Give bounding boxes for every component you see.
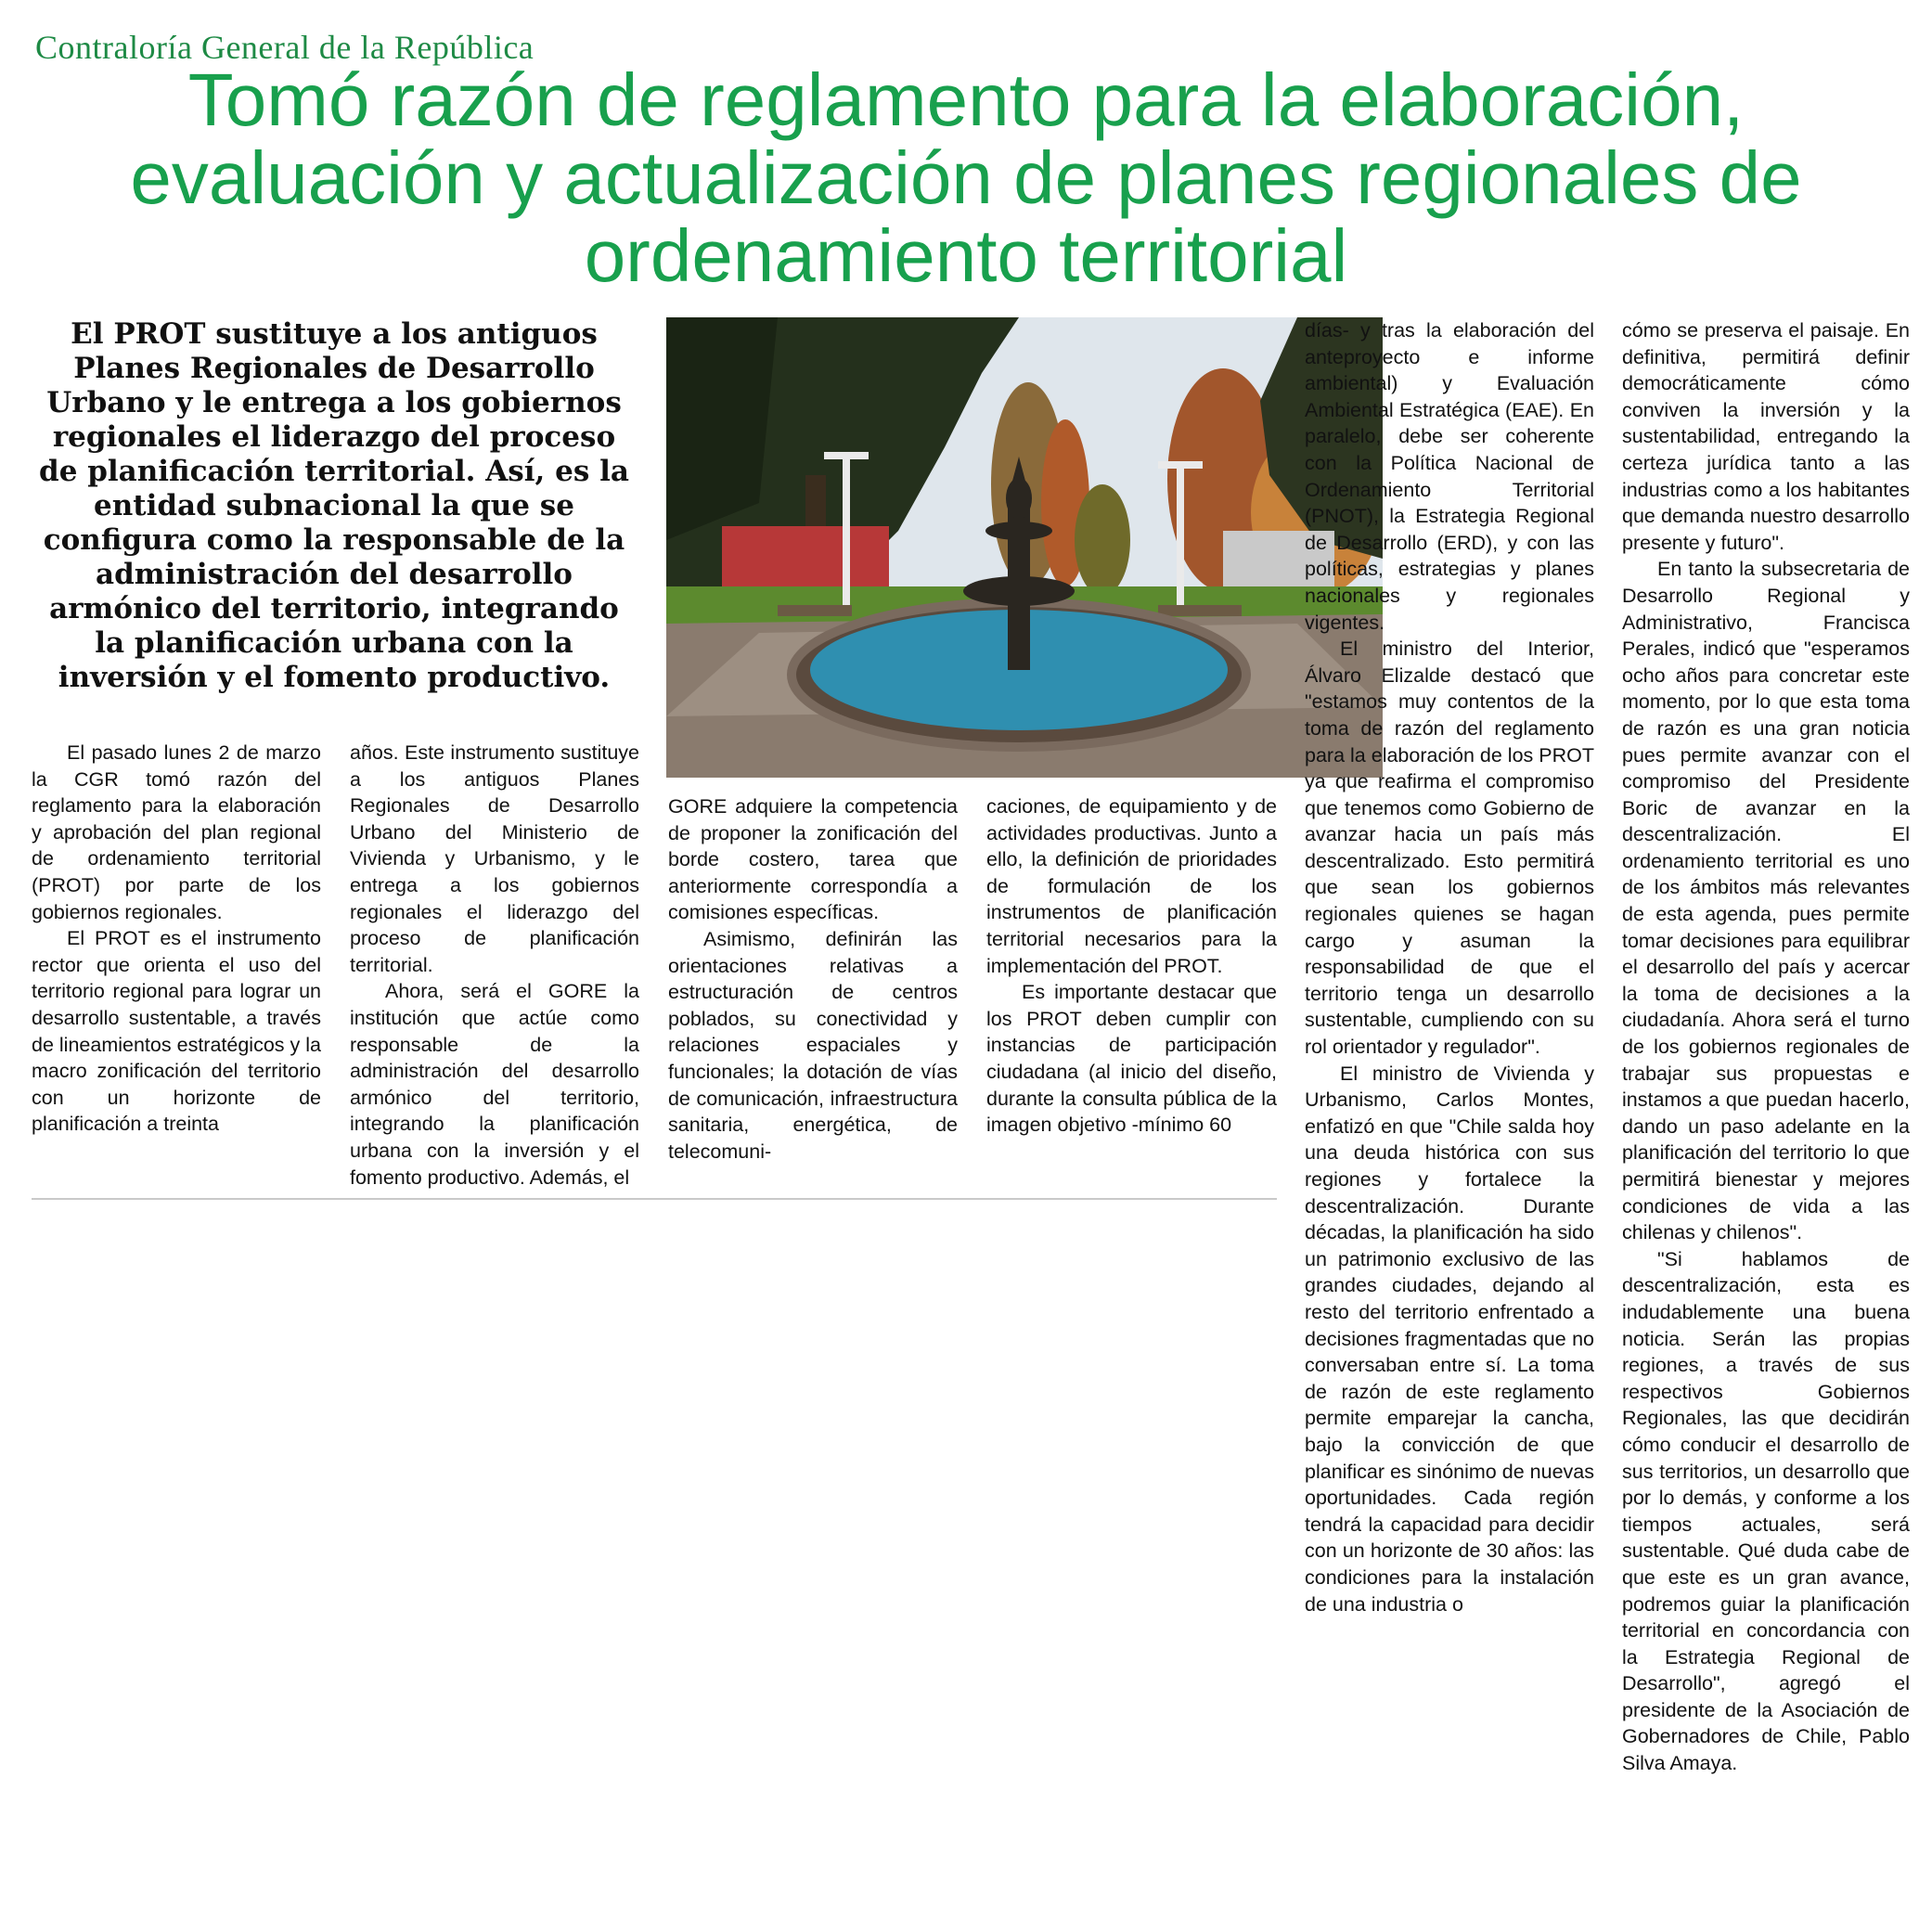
body-paragraph: cómo se preserva el paisaje. En definitiva, permitirá definir democráticamente cómo conviven la inversión y la sustentabilidad, entregando la certeza jurídica tanto a las industrias como a los habitantes que demanda nuestro desarrollo presente y futuro". [1622,319,1910,554]
body-paragraph: En tanto la subsecretaria de Desarrollo Regional y Administrativo, Francisca Perales, indicó que "esperamos ocho años para concretar este momento, por lo que esta toma de razón es una gran noticia pues permite avanzar con el compromiso del Presidente Boric de avanzar en la descentralización. El ordenamiento territorial es uno de los ámbitos más relevantes de esta agenda, pues permite tomar decisiones para equilibrar el desarrollo del país y acercar la toma de decisiones a la ciudadanía. Ahora será el turno de los gobiernos regionales de trabajar sus propuestas e instamos a que puedan hacerlo, dando un paso adelante en la planificación del territorio lo que permitirá bienestar y mejores condiciones de vida a las chilenas y chilenos". [1622,558,1910,1244]
body-paragraph: Asimismo, definirán las orientaciones relativas a estructuración de centros poblados, su conectividad y relaciones espaciales y funcionales; la dotación de vías de comunicación, infraestructura sanitaria, energética, de telecomuni- [668,927,958,1163]
body-paragraph: años. Este instrumento sustituye a los antiguos Planes Regionales de Desarrollo Urbano del Ministerio de Vivienda y Urbanismo, y le entrega a los gobiernos regionales el liderazgo del proceso de planificación territorial. [350,741,639,976]
body-paragraph: El ministro de Vivienda y Urbanismo, Carlos Montes, enfatizó en que "Chile salda hoy una deuda histórica con sus regiones y fortalece la descentralización. Durante décadas, la planificación ha sido un patrimonio exclusivo de las grandes ciudades, dejando al resto del territorio enfrentado a decisiones fragmentadas que no conversaban entre sí. La toma de razón de este reglamento permite emparejar la cancha, bajo la convicción de que planificar es sinónimo de nuevas oportunidades. Cada región tendrá la capacidad para decidir con un horizonte de 30 años: las condiciones para la instalación de una industria o [1305,1062,1594,1616]
column-divider-rule [32,1198,1277,1200]
fountain-plaza-photo [666,317,1383,778]
section-label: Contraloría General de la República [35,29,535,66]
body-column-6 [1622,317,1910,1777]
body-column-2 [350,740,639,1191]
body-paragraph: Ahora, será el GORE la institución que actúe como responsable de la administración del desarrollo armónico del territorio, integrando la planificación urbana con la inversión y el fomento productivo. Además, el [350,980,639,1189]
body-column-1 [32,740,321,1138]
body-column-3 [668,793,958,1165]
body-paragraph: El ministro del Interior, Álvaro Elizalde destacó que "estamos muy contentos de la toma de razón del reglamento para la elaboración de los PROT ya que reafirma el compromiso que tenemos como Gobierno de avanzar hacia un país más descentralizado. Esto permitirá que sean los gobiernos regionales quienes se hagan cargo y asuman la responsabilidad de que el territorio tenga un desarrollo sustentable, cumpliendo con su rol orientador y regulador". [1305,638,1594,1059]
body-paragraph: Es importante destacar que los PROT deben cumplir con instancias de participación ciudadana (al inicio del diseño, durante la consulta pública de la imagen objetivo -mínimo 60 [986,981,1277,1137]
lead-paragraph: El PROT sustituye a los antiguos Planes Regionales de Desarrollo Urbano y le entrega a los gobiernos regionales el liderazgo del proceso de planificación territorial. Así, es la entidad subnacional la que se configura como la responsable de la administración del desarrollo armónico del territorio, integrando la planificación urbana con la inversión y el fomento productivo. [39,317,629,694]
body-paragraph: "Si hablamos de descentralización, esta es indudablemente una buena noticia. Serán las propias regiones, a través de sus respectivos Gobiernos Regionales, las que decidirán cómo conducir el desarrollo de sus territorios, un desarrollo que por lo demás, y conforme a los tiempos actuales, será sustentable. Qué duda cabe de que este es un gran avance, podremos guiar la planificación territorial en concordancia con la Estrategia Regional de Desarrollo", agregó el presidente de la Asociación de Gobernadores de Chile, Pablo Silva Amaya. [1622,1247,1910,1775]
body-paragraph: El pasado lunes 2 de marzo la CGR tomó razón del reglamento para la elaboración y aprobación del plan regional de ordenamiento territorial (PROT) por parte de los gobiernos regionales. [32,741,321,923]
body-paragraph: GORE adquiere la competencia de proponer la zonificación del borde costero, tarea que anteriormente correspondía a comisiones específicas. [668,795,958,924]
headline: Tomó razón de reglamento para la elaboración, evaluación y actualización de planes regionales de ordenamiento territorial [130,58,1802,297]
body-paragraph: caciones, de equipamiento y de actividades productivas. Junto a ello, la definición de prioridades de formulación de los instrumentos de planificación territorial necesarios para la implementación del PROT. [986,795,1277,977]
body-column-4 [986,793,1277,1139]
body-column-5 [1305,317,1594,1617]
body-paragraph: días- y tras la elaboración del anteproyecto e informe ambiental) y Evaluación Ambiental Estratégica (EAE). En paralelo, debe ser coherente con la Política Nacional de Ordenamiento Territorial (PNOT), la Estrategia Regional de Desarrollo (ERD), y con las políticas, estrategias y planes nacionales y regionales vigentes. [1305,319,1594,634]
body-paragraph: El PROT es el instrumento rector que orienta el uso del territorio regional para lograr un desarrollo sustentable, a través de lineamientos estratégicos y la macro zonificación del territorio con un horizonte de planificación a treinta [32,927,321,1136]
